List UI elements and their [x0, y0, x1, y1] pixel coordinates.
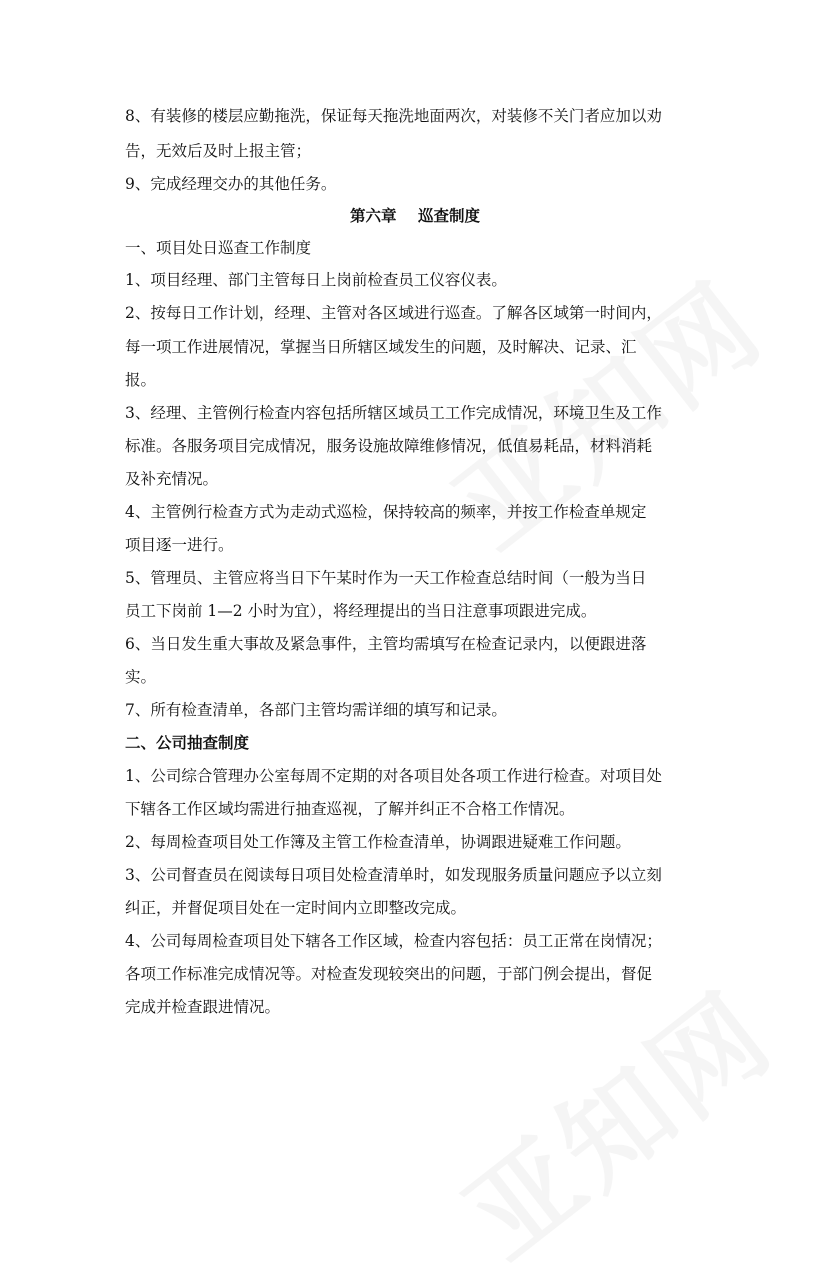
text-line: 4、公司每周检查项目处下辖各工作区域，检查内容包括：员工正常在岗情况； — [125, 932, 662, 950]
text-line: 1、公司综合管理办公室每周不定期的对各项目处各项工作进行检查。对项目处 — [125, 767, 662, 785]
text-line: 7、所有检查清单，各部门主管均需详细的填写和记录。 — [125, 701, 507, 719]
text-line: 每一项工作进展情况，掌握当日所辖区域发生的问题，及时解决、记录、汇 — [125, 338, 637, 356]
text-line: 标准。各服务项目完成情况，服务设施故障维修情况，低值易耗品，材料消耗 — [125, 437, 653, 455]
section-title: 一、项目处日巡查工作制度 — [125, 239, 312, 257]
chapter-title: 第六章 巡查制度 — [349, 206, 481, 225]
text-line: 3、经理、主管例行检查内容包括所辖区域员工工作完成情况，环境卫生及工作 — [125, 404, 662, 422]
text-line: 1、项目经理、部门主管每日上岗前检查员工仪容仪表。 — [125, 271, 507, 289]
text-line: 实。 — [125, 668, 157, 686]
text-line: 各项工作标准完成情况等。对检查发现较突出的问题，于部门例会提出，督促 — [125, 965, 653, 983]
text-line: 9、完成经理交办的其他任务。 — [125, 175, 337, 193]
text-line: 员工下岗前 1—2 小时为宜），将经理提出的当日注意事项跟进完成。 — [125, 602, 597, 620]
section-title: 二、公司抽查制度 — [125, 733, 250, 752]
text-line: 及补充情况。 — [125, 470, 219, 488]
text-line: 3、公司督查员在阅读每日项目处检查清单时，如发现服务质量问题应予以立刻 — [125, 866, 662, 884]
text-line: 报。 — [125, 371, 157, 389]
text-line: 6、当日发生重大事故及紧急事件，主管均需填写在检查记录内，以便跟进落 — [125, 635, 647, 653]
text-line: 2、每周检查项目处工作簿及主管工作检查清单，协调跟进疑难工作问题。 — [125, 833, 631, 851]
text-line: 2、按每日工作计划，经理、主管对各区域进行巡查。了解各区域第一时间内， — [125, 304, 662, 322]
text-line: 4、主管例行检查方式为走动式巡检，保持较高的频率，并按工作检查单规定 — [125, 503, 647, 521]
text-line: 告，无效后及时上报主管； — [125, 142, 312, 160]
watermark — [428, 950, 800, 1288]
text-line: 项目逐一进行。 — [125, 536, 234, 554]
text-line: 8、有装修的楼层应勤拖洗，保证每天拖洗地面两次，对装修不关门者应加以劝 — [125, 107, 662, 125]
text-line: 纠正，并督促项目处在一定时间内立即整改完成。 — [125, 899, 467, 917]
text-line: 下辖各工作区域均需进行抽查巡视，了解并纠正不合格工作情况。 — [125, 800, 575, 818]
text-line: 完成并检查跟进情况。 — [125, 998, 281, 1016]
text-line: 5、管理员、主管应将当日下午某时作为一天工作检查总结时间（一般为当日 — [125, 569, 647, 587]
